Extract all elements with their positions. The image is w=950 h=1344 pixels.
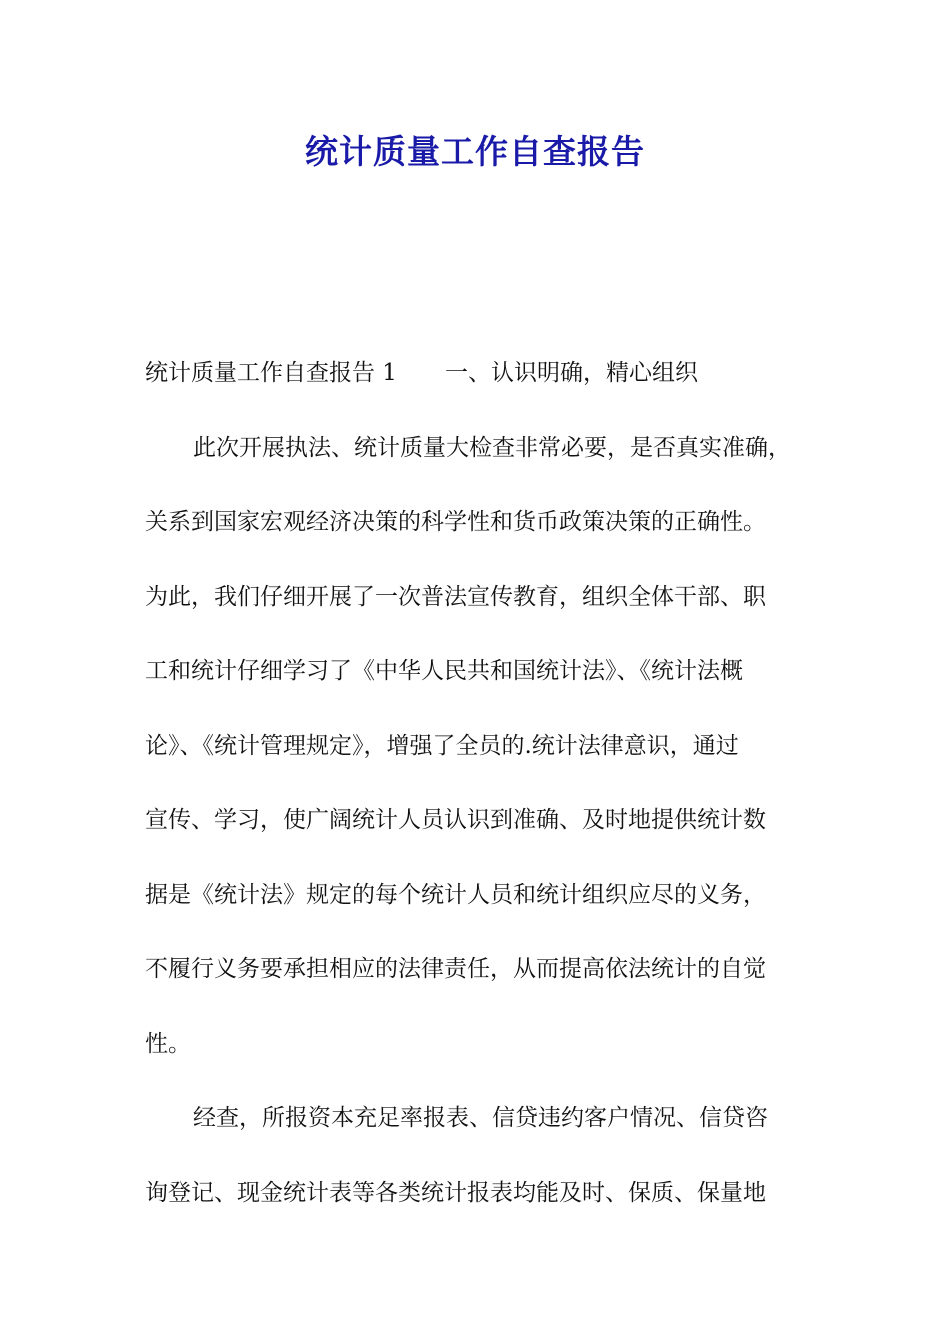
text-line: 不履行义务要承担相应的法律责任，从而提高依法统计的自觉 (145, 956, 766, 982)
text-line: 经查，所报资本充足率报表、信贷违约客户情况、信贷咨 (193, 1105, 768, 1131)
text-line: 据是《统计法》规定的每个统计人员和统计组织应尽的义务， (145, 881, 766, 908)
text-line: 论》、《统计管理规定》，增强了全员的.统计法律意识，通过 (145, 732, 739, 759)
text-line: 为此，我们仔细开展了一次普法宣传教育，组织全体干部、职 (145, 583, 766, 610)
document-title: 统计质量工作自查报告 (305, 132, 645, 171)
text-line: 询登记、现金统计表等各类统计报表均能及时、保质、保量地 (145, 1179, 766, 1206)
report-heading: 统计质量工作自查报告 1 (145, 360, 397, 386)
document-body (145, 336, 825, 1230)
text-line: 关系到国家宏观经济决策的科学性和货币政策决策的正确性。 (145, 509, 766, 535)
text-line: 工和统计仔细学习了《中华人民共和国统计法》、《统计法概 (145, 658, 743, 684)
first-line (145, 336, 825, 411)
section-heading: 一、认识明确，精心组织 (444, 360, 698, 386)
text-line: 此次开展执法、统计质量大检查非常必要，是否真实准确， (193, 434, 791, 461)
text-line: 宣传、学习，使广阔统计人员认识到准确、及时地提供统计数 (145, 807, 766, 833)
text-line: 性。 (145, 1030, 191, 1057)
